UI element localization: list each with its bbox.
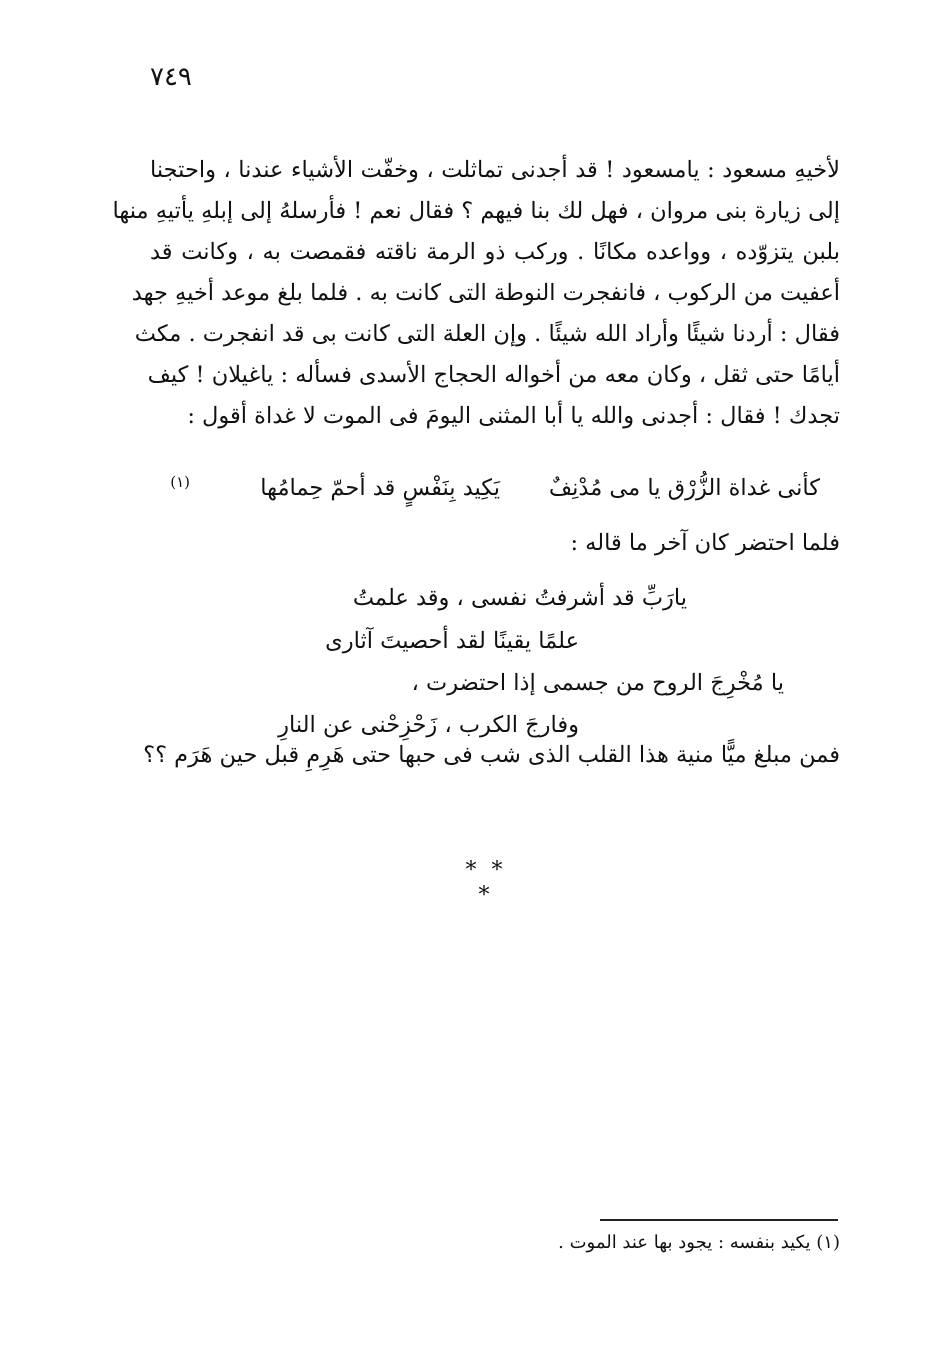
paragraph-line: تجدك ! فقال : أجدنى والله يا أبا المثنى اليومَ فى الموت لا غداة أقول : (187, 403, 840, 429)
paragraph-line: أعفيت من الركوب ، فانفجرت النوطة التى كانت به . فلما بلغ موعد أخيهِ جهد (131, 280, 840, 306)
closing-line: فمن مبلغ ميًّا منية هذا القلب الذى شب فى حبها حتى هَرِمِ قبل حين هَرَم ؟؟ (143, 742, 840, 768)
footnote-rule (600, 1219, 838, 1221)
verse-couplet (150, 468, 840, 508)
paragraph-line: بلبن يتزوّده ، وواعده مكانًا . وركب ذو الرمة ناقته فقمصت به ، وكانت قد (150, 239, 840, 265)
prose-paragraph (112, 150, 840, 437)
verse-second-hemistich: يَكِيد بِنَفْسٍ قد أحمّ حِمامُها (260, 475, 500, 501)
verse-first-hemistich: كأنى غداة الزُّرْق يا مى مُدْنِفٌ (548, 475, 820, 501)
paragraph-line: أيامًا حتى ثقل ، وكان معه من أخواله الحجاج الأسدى فسأله : ياغيلان ! كيف (147, 362, 840, 388)
poem-line: يا مُخْرِجَ الروح من جسمى إذا احتضرت ، (411, 670, 784, 696)
paragraph-line: فقال : أردنا شيئًا وأراد الله شيئًا . وإن العلة التى كانت بى قد انفجرت . مكث (134, 321, 840, 347)
footnote-text: (١) يكيد بنفسه : يجود بها عند الموت . (558, 1232, 840, 1253)
page-number: ٧٤٩ (150, 62, 192, 92)
paragraph-line: إلى زيارة بنى مروان ، فهل لك بنا فيهم ؟ فقال نعم ! فأرسلهُ إلى إبلهِ يأتيهِ منها (112, 198, 840, 224)
section-separator: * * * (465, 858, 507, 908)
paragraph-line: لأخيهِ مسعود : يامسعود ! قد أجدنى تماثلت ، وخفّت الأشياء عندنا ، واحتجنا (150, 157, 840, 183)
poem-line: وفارجَ الكرب ، زَحْزِحْنى عن النارِ (278, 712, 579, 738)
poem-line: يارَبِّ قد أشرفتُ نفسى ، وقد علمتُ (352, 585, 687, 611)
poem-intro-line: فلما احتضر كان آخر ما قاله : (570, 530, 840, 556)
footnote-marker: (١) (170, 473, 190, 491)
poem-line: علمًا يقينًا لقد أحصيتَ آثارى (325, 628, 579, 654)
